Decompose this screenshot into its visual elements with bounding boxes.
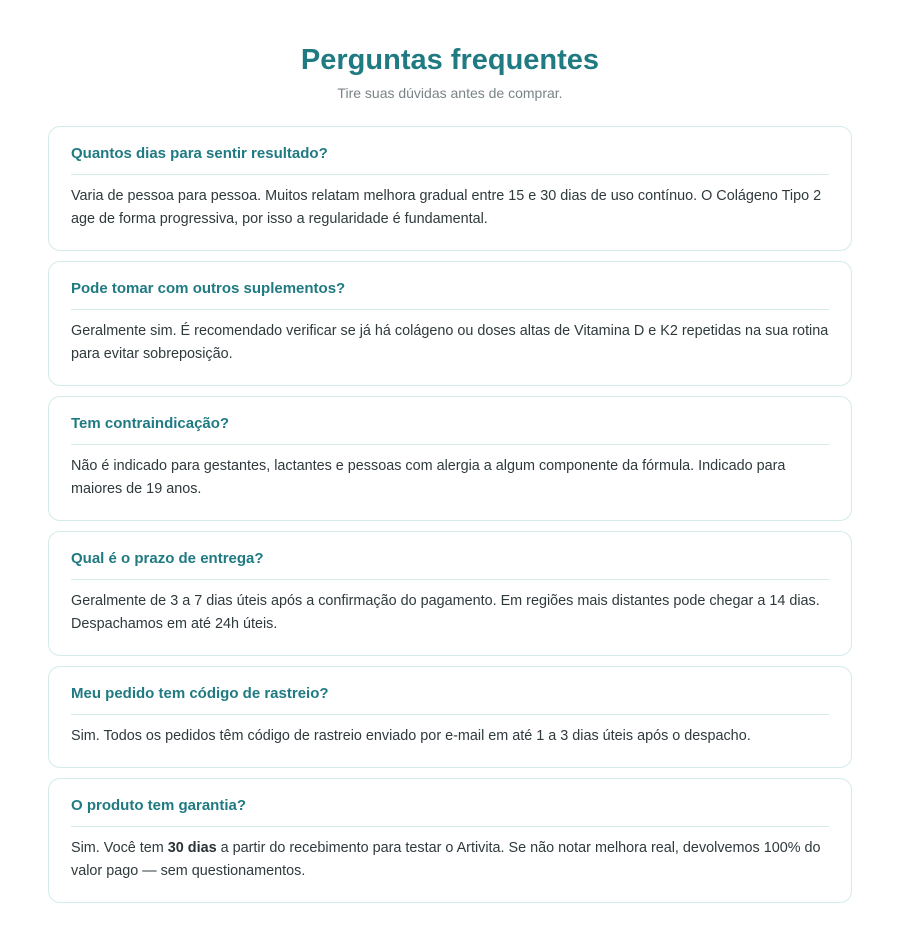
warranty-days-highlight: 30 dias	[167, 840, 217, 856]
faq-question[interactable]: Qual é o prazo de entrega?	[71, 532, 829, 580]
faq-item-results	[48, 126, 852, 251]
faq-question[interactable]: Quantos dias para sentir resultado?	[71, 127, 829, 175]
faq-item-contraindication	[48, 396, 852, 521]
faq-answer: Geralmente sim. É recomendado verificar se já há colágeno ou doses altas de Vitamina D e K2 repetidas na sua rotina para evitar sobreposição.	[71, 323, 829, 362]
page-title: Perguntas frequentes	[300, 44, 600, 76]
faq-item-tracking	[48, 666, 852, 768]
faq-question[interactable]: O produto tem garantia?	[71, 779, 829, 827]
faq-item-delivery	[48, 531, 852, 656]
answer-text-end: a partir do recebimento para testar o Artivita. Se não notar melhora real, devolvemos 100% do valor pago — sem questionamentos.	[71, 840, 821, 879]
faq-list	[48, 126, 852, 903]
faq-header	[48, 42, 852, 102]
answer-text-start: Sim. Você tem	[71, 840, 168, 856]
faq-question[interactable]: Tem contraindicação?	[71, 397, 829, 445]
page-subtitle: Tire suas dúvidas antes de comprar.	[337, 85, 563, 101]
faq-item-warranty	[48, 778, 852, 903]
faq-item-supplements	[48, 261, 852, 386]
faq-question[interactable]: Pode tomar com outros suplementos?	[71, 262, 829, 310]
faq-answer	[71, 837, 829, 883]
faq-answer: Geralmente de 3 a 7 dias úteis após a confirmação do pagamento. Em regiões mais distantes pode chegar a 14 dias. Despachamos em até 24h úteis.	[71, 593, 820, 632]
faq-section	[48, 0, 852, 903]
faq-answer: Não é indicado para gestantes, lactantes e pessoas com alergia a algum componente da fórmula. Indicado para maiores de 19 anos.	[71, 458, 786, 497]
faq-answer: Sim. Todos os pedidos têm código de rastreio enviado por e-mail em até 1 a 3 dias úteis após o despacho.	[71, 728, 751, 744]
faq-answer: Varia de pessoa para pessoa. Muitos relatam melhora gradual entre 15 e 30 dias de uso contínuo. O Colágeno Tipo 2 age de forma progressiva, por isso a regularidade é fundamental.	[71, 188, 822, 227]
faq-question[interactable]: Meu pedido tem código de rastreio?	[71, 667, 829, 715]
